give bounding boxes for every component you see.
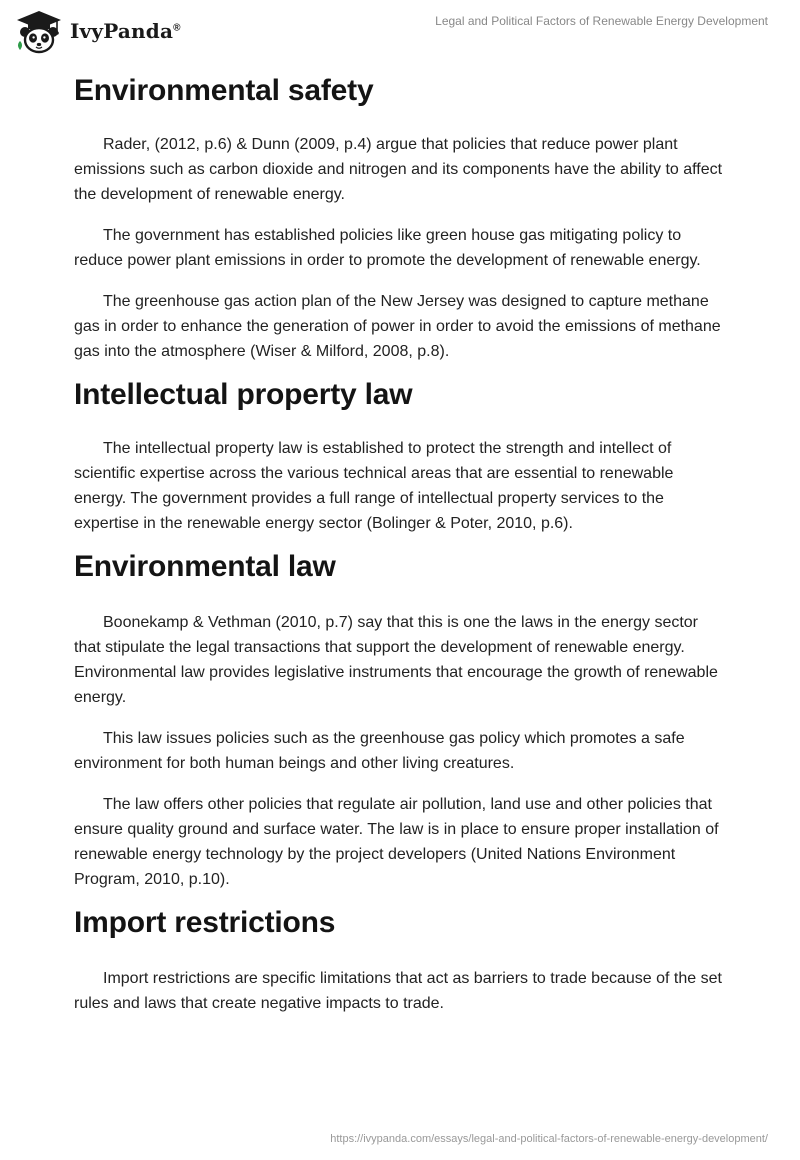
section-heading: Environmental safety xyxy=(74,74,374,107)
paragraph: The law offers other policies that regulate air pollution, land use and other policies that ensure quality ground and surface water. The law is in place to ensure proper installation of renewable energy technology by the project developers (United Nations Environment Program, 2010, p.10). xyxy=(74,796,719,888)
paragraph: Rader, (2012, p.6) & Dunn (2009, p.4) argue that policies that reduce power plant emissions such as carbon dioxide and nitrogen and its components have the ability to affect the development of renewable energy. xyxy=(74,136,723,203)
paragraph: The greenhouse gas action plan of the New Jersey was designed to capture methane gas in order to enhance the generation of power in order to avoid the emissions of methane gas into the atmosphere (Wiser & Milford, 2008, p.8). xyxy=(74,293,721,360)
section-heading: Import restrictions xyxy=(74,906,336,939)
paragraph: Boonekamp & Vethman (2010, p.7) say that this is one the laws in the energy sector that stipulate the legal transactions that support the development of renewable energy. Environmental law provides legislative instruments that encourage the growth of renewable energy. xyxy=(74,614,718,706)
paragraph: The government has established policies like green house gas mitigating policy to reduce power plant emissions in order to promote the development of renewable energy. xyxy=(74,227,701,269)
paragraph: Import restrictions are specific limitations that act as barriers to trade because of the set rules and laws that create negative impacts to trade. xyxy=(74,970,722,1012)
paragraph: This law issues policies such as the greenhouse gas policy which promotes a safe environment for both human beings and other living creatures. xyxy=(74,730,685,772)
document-title: Legal and Political Factors of Renewable Energy Development xyxy=(435,14,768,28)
panda-graduate-icon xyxy=(14,8,64,54)
paragraph: The intellectual property law is established to protect the strength and intellect of scientific expertise across the various technical areas that are essential to renewable energy. The government provides a full range of intellectual property services to the expertise in the renewable energy sector (Bolinger & Poter, 2010, p.6). xyxy=(74,440,674,532)
page-header xyxy=(0,0,800,60)
ivypanda-logo[interactable] xyxy=(14,8,181,54)
section-heading: Environmental law xyxy=(74,550,336,583)
section-heading: Intellectual property law xyxy=(74,378,413,411)
source-url-link[interactable]: https://ivypanda.com/essays/legal-and-political-factors-of-renewable-energy-development/ xyxy=(330,1133,768,1145)
brand-name: IvyPanda® xyxy=(70,19,181,43)
essay-content xyxy=(74,70,729,1016)
